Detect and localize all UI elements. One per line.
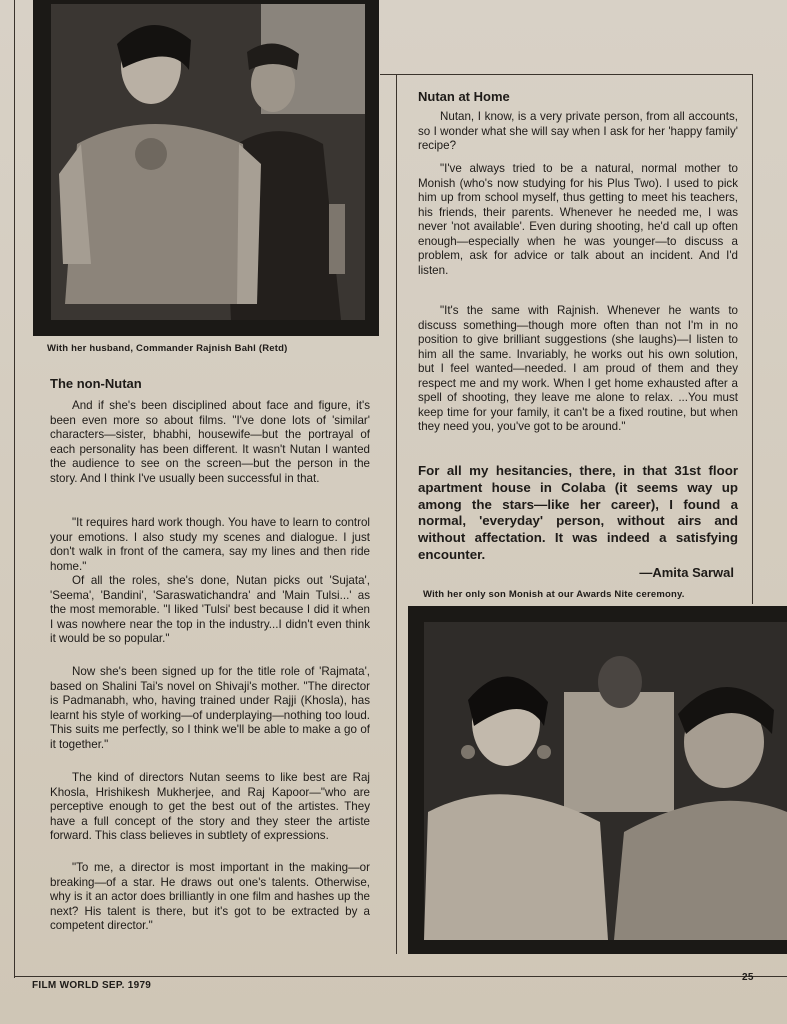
author-signature: —Amita Sarwal xyxy=(639,565,734,580)
bottom-border-rule xyxy=(14,976,787,977)
photo-son xyxy=(424,622,787,940)
right-box-top-rule xyxy=(380,74,753,75)
photo-son-frame xyxy=(408,606,787,954)
left-paragraph-6: "To me, a director is most important in the making—or breaking—of a star. He draws out one's talents. Otherwise, why is it an actor does brilliantly in one film and hashes up the next? His talent is there, but it's got to be extracted by a competent director." xyxy=(50,861,370,932)
right-paragraph-1: Nutan, I know, is a very private person, from all accounts, so I wonder what she will say when I ask for her 'happy family' recipe? xyxy=(418,110,738,152)
left-paragraph-4: Now she's been signed up for the title role of 'Rajmata', based on Shalini Tai's novel on Shivaji's mother. "The director is Padmanabh, who, having trained under Rajji (Khosla), has learnt his style of working—of underplaying—nothing too loud. This suits me perfectly, so I think we'll be able to make a go of it together." xyxy=(50,665,370,751)
right-paragraph-3: "It's the same with Rajnish. Whenever he wants to discuss something—though more often than not I'm in no position to give brilliant suggestions (she laughs)—I listen to him all the same. Invariably, he works out his own solution, but I feel wanted—needed. I am proud of them and they respect me and my work. When I get home exhausted after a spell of shooting, they leave me alone to relax. ...You must keep time for your family, it can't be a fixed routine, but when they need you, you've got to be around." xyxy=(418,304,738,433)
page-number: 25 xyxy=(742,972,754,983)
photo-husband-illustration xyxy=(51,4,365,320)
left-paragraph-5: The kind of directors Nutan seems to like best are Raj Khosla, Hrishikesh Mukherjee, and Raj Kapoor—"who are perceptive enough to get the best out of the artistes. They have a full concept of the story and they steer the artiste forward. This class believes in subtlety of expressions. xyxy=(50,771,370,842)
photo-husband-frame xyxy=(33,0,379,336)
left-paragraph-2: "It requires hard work though. You have to learn to control your emotions. I also study my scenes and dialogue. I just don't walk in front of the camera, say my lines and then ride home." xyxy=(50,516,370,573)
right-paragraph-2: "I've always tried to be a natural, normal mother to Monish (who's now studying for his Plus Two). I used to pick him up from school myself, thus getting to meet his teachers, his friends, their parents. Whenever he needed me, I was never 'not available'. Even during shooting, he'd call up often enough—especially when he was younger—to discuss a problem, ask for advice or talk about an incident. And I'd listen. xyxy=(418,162,738,277)
right-box-side-rule xyxy=(752,74,753,604)
photo-husband-caption: With her husband, Commander Rajnish Bahl (Retd) xyxy=(47,343,288,354)
section-heading-nutan-at-home: Nutan at Home xyxy=(418,89,510,104)
photo-son-caption: With her only son Monish at our Awards Nite ceremony. xyxy=(423,589,685,600)
column-divider-rule xyxy=(396,74,397,954)
left-paragraph-3: Of all the roles, she's done, Nutan picks out 'Sujata', 'Seema', 'Bandini', 'Saraswatichandra' and 'Main Tulsi...' as the most memorable. "I liked 'Tulsi' best because I did it when I was nowhere near the top in the industry...I didn't even think it would be so popular." xyxy=(50,574,370,645)
photo-son-illustration xyxy=(424,622,787,940)
section-heading-non-nutan: The non-Nutan xyxy=(50,376,142,391)
closing-paragraph: For all my hesitancies, there, in that 31st floor apartment house in Colaba (it seems way up among the stars—like her career), I found a normal, 'everyday' person, without airs and without affectation. It was indeed a satisfying encounter. xyxy=(418,463,738,562)
photo-husband xyxy=(51,4,365,320)
left-border-rule xyxy=(14,0,15,978)
left-paragraph-1: And if she's been disciplined about face and figure, it's been even more so about films. "I've done lots of 'similar' characters—sister, bhabhi, housewife—but the portrayal of each personality has been different. It wasn't Nutan I wanted the audience to see on the screen—but the person in the story. And I think I've usually been successful in that. xyxy=(50,399,370,485)
publication-footer: FILM WORLD SEP. 1979 xyxy=(32,980,152,991)
